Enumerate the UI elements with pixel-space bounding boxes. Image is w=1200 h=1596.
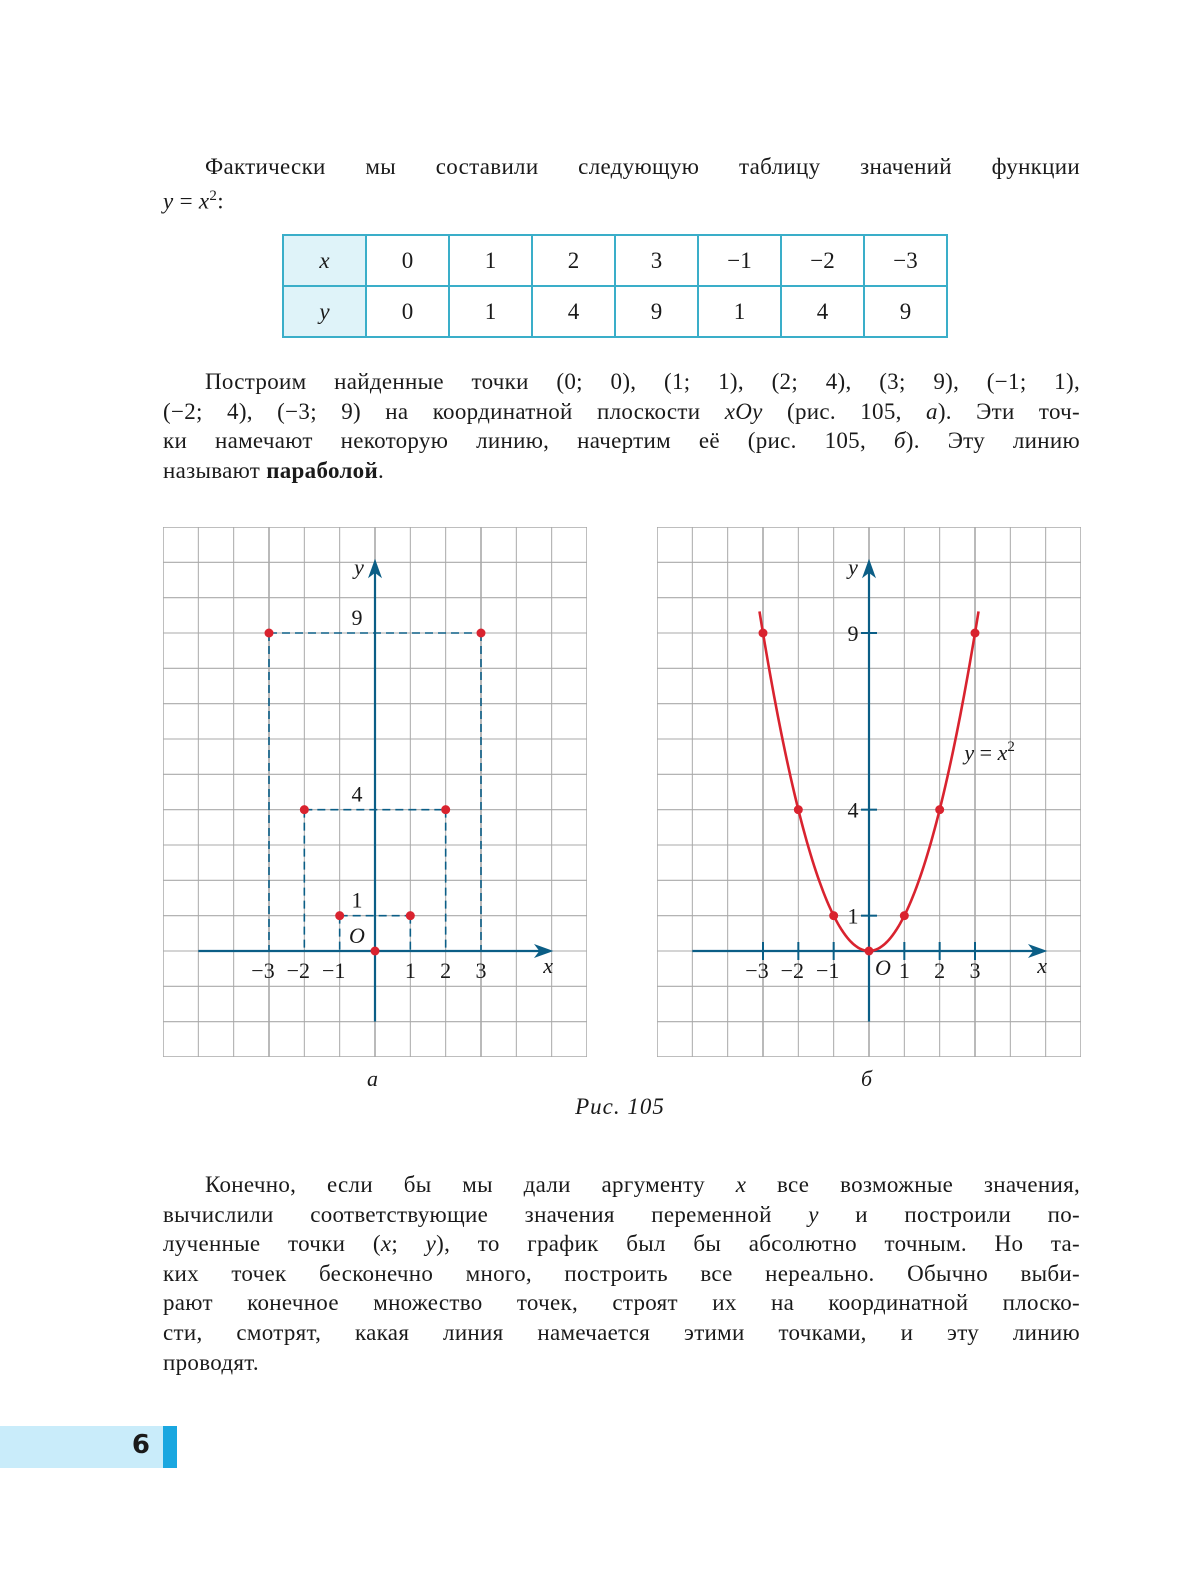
p2-ref-b: б — [893, 428, 906, 454]
curve-label — [962, 739, 1014, 765]
table-row-y — [283, 286, 947, 337]
p3-text: Конечно, если бы мы дали аргументу — [205, 1172, 736, 1197]
p3-line-1 — [163, 1170, 1080, 1200]
x-tick-label: 1 — [898, 958, 910, 983]
curve-label-part: = — [974, 740, 998, 766]
data-point — [794, 805, 803, 814]
formula-x: x — [198, 188, 210, 214]
y-tick-label: 9 — [351, 605, 363, 630]
x-tick-label: 3 — [475, 958, 487, 983]
table-row-x — [283, 235, 947, 286]
formula-y: y — [163, 188, 174, 214]
formula-exp: 2 — [209, 187, 218, 204]
p3-text: ; — [391, 1231, 426, 1257]
x-axis-label: x — [543, 953, 554, 978]
p2-term-parabola: параболой — [266, 457, 378, 483]
figure-caption: Рис. 105 — [575, 1094, 665, 1119]
table-cell: 9 — [615, 286, 698, 337]
table-cell: −2 — [781, 235, 864, 286]
p2-line-2 — [163, 397, 1080, 427]
p3-line-5: рают конечное множество точек, строят их на координатной плоско- — [163, 1290, 1080, 1316]
data-point — [865, 947, 874, 956]
table-head-x: x — [283, 235, 366, 286]
data-point — [477, 629, 486, 638]
figure-panel-b — [657, 527, 1081, 1057]
data-point — [335, 911, 344, 920]
p2-line-1: Построим найденные точки (0; 0), (1; 1), (2; 4), (3; 9), (−1; 1), — [205, 369, 1080, 394]
data-point — [441, 805, 450, 814]
curve-label-part: y — [964, 740, 975, 766]
data-point — [900, 911, 909, 920]
y-axis-label: y — [354, 554, 364, 580]
x-tick-label: 2 — [440, 958, 452, 983]
formula-tail: : — [217, 188, 224, 214]
origin-label: O — [875, 955, 891, 980]
y-axis-label: y — [848, 554, 858, 580]
p2-text: ). Эту линию — [905, 428, 1080, 454]
table-cell: 4 — [781, 286, 864, 337]
p3-text: лученные точки ( — [163, 1231, 381, 1257]
data-point — [406, 911, 415, 920]
intro-formula — [163, 182, 1080, 216]
x-tick-label: −2 — [286, 958, 311, 983]
table-cell: 0 — [366, 286, 449, 337]
x-tick-label: 2 — [934, 958, 946, 983]
page-number: 6 — [131, 1430, 150, 1460]
data-point — [971, 629, 980, 638]
p3-line-6: сти, смотрят, какая линия намечается этими точками, и эту линию — [163, 1319, 1080, 1345]
values-table — [282, 234, 948, 338]
y-tick-label: 1 — [847, 903, 859, 929]
y-tick-label: 1 — [351, 887, 363, 913]
p2-text: ). Эти точ- — [937, 398, 1081, 424]
p3-text: все возможные значения, — [746, 1172, 1080, 1197]
paragraph-3 — [163, 1170, 1080, 1377]
x-tick-label: −1 — [815, 958, 840, 983]
panel-b-label: б — [861, 1066, 873, 1091]
p3-text: и построили по- — [818, 1201, 1081, 1227]
p2-line-3 — [163, 426, 1080, 456]
table-cell: 1 — [449, 235, 532, 286]
x-tick-label: −3 — [745, 958, 769, 983]
panel-a-label: а — [367, 1066, 378, 1091]
y-tick-label: 9 — [847, 621, 859, 646]
y-tick-label: 4 — [847, 797, 859, 823]
x-tick-label: 1 — [404, 958, 416, 983]
p2-text: ки намечают некоторую линию, начертим её (рис. 105, — [163, 428, 894, 454]
data-point — [300, 805, 309, 814]
table-cell: 1 — [449, 286, 532, 337]
table-cell: −1 — [698, 235, 781, 286]
intro-line-1: Фактически мы составили следующую таблицу значений функции — [205, 154, 1080, 179]
page-number-marker — [163, 1426, 177, 1468]
origin-label: O — [349, 923, 365, 948]
table-cell: 0 — [366, 235, 449, 286]
p3-text: вычислили соответствующие значения переменной — [163, 1201, 809, 1227]
intro-paragraph — [163, 152, 1080, 216]
p2-text: . — [378, 457, 385, 483]
table-cell: 4 — [532, 286, 615, 337]
table-cell: 9 — [864, 286, 947, 337]
p2-text: (−2; 4), (−3; 9) на координатной плоскости — [163, 398, 725, 424]
x-tick-label: −1 — [321, 958, 346, 983]
p2-ref-a: а — [926, 398, 938, 424]
table-cell: 3 — [615, 235, 698, 286]
p2-line-4 — [163, 456, 1080, 486]
p3-line-4: ких точек бесконечно много, построить все нереально. Обычно выби- — [163, 1260, 1080, 1286]
data-point — [829, 911, 838, 920]
curve-label-part: x — [997, 740, 1008, 766]
table-cell: 1 — [698, 286, 781, 337]
p2-text: (рис. 105, — [762, 398, 927, 424]
data-point — [265, 629, 274, 638]
data-point — [759, 629, 768, 638]
formula-eq: = — [173, 188, 199, 214]
p3-line-7: проводят. — [163, 1349, 259, 1375]
x-axis-label: x — [1037, 953, 1048, 978]
x-tick-label: 3 — [969, 958, 981, 983]
p3-var-y: y — [425, 1231, 437, 1257]
p3-line-2 — [163, 1200, 1080, 1230]
curve-label-part: 2 — [1007, 739, 1015, 756]
figure-panel-a — [163, 527, 587, 1057]
data-point — [935, 805, 944, 814]
p3-var-x: x — [735, 1172, 747, 1197]
p3-text: ), то график был бы абсолютно точным. Но та- — [436, 1231, 1080, 1257]
paragraph-2 — [163, 367, 1080, 485]
table-head-y: y — [283, 286, 366, 337]
p2-xoy: xOy — [724, 398, 763, 424]
p2-text: называют — [163, 457, 267, 483]
x-tick-label: −2 — [780, 958, 805, 983]
p3-var-x: x — [380, 1231, 392, 1257]
p3-line-3 — [163, 1229, 1080, 1259]
table-cell: −3 — [864, 235, 947, 286]
table-cell: 2 — [532, 235, 615, 286]
p3-var-y: y — [808, 1201, 819, 1227]
y-tick-label: 4 — [351, 781, 363, 807]
x-tick-label: −3 — [251, 958, 275, 983]
data-point — [371, 947, 380, 956]
